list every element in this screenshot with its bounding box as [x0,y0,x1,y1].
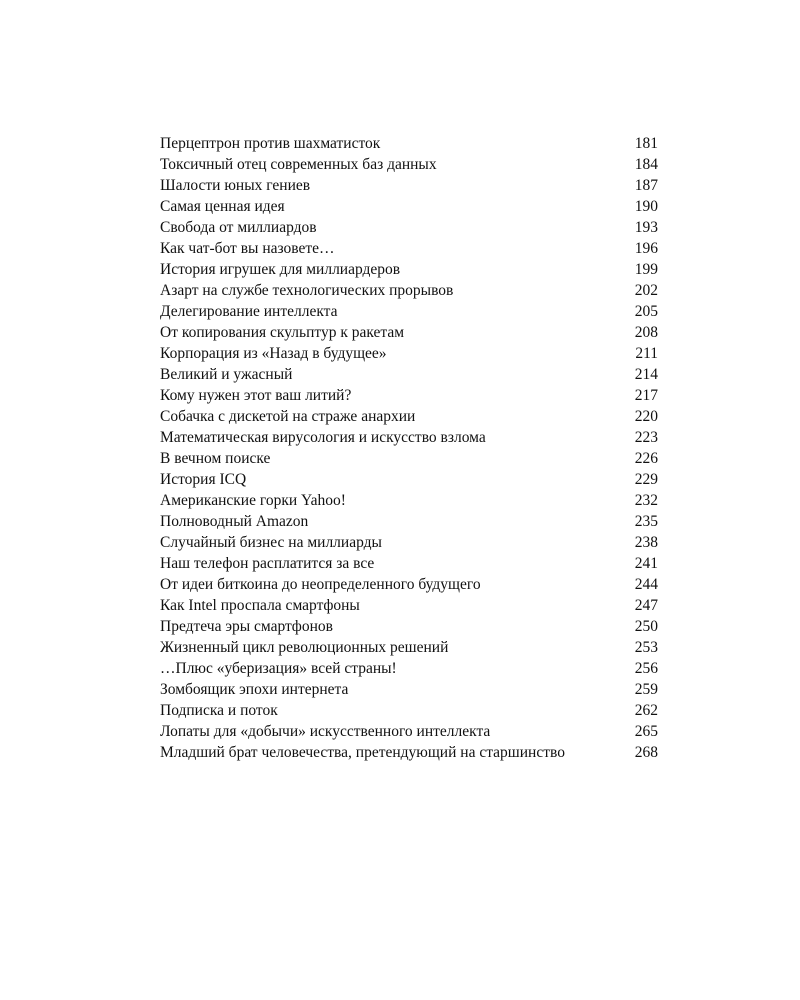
toc-entry-page-number: 181 [634,135,658,152]
table-of-contents [160,133,658,763]
toc-entry [160,217,658,238]
toc-entry [160,364,658,385]
toc-entry-title: Подписка и поток [160,702,278,719]
toc-entry-page-number: 199 [634,261,658,278]
toc-entry-page-number: 232 [634,492,658,509]
toc-entry-title: Зомбоящик эпохи интернета [160,681,349,698]
toc-entry-page-number: 202 [634,282,658,299]
toc-entry [160,490,658,511]
toc-entry-title: От идеи биткоина до неопределенного будущего [160,576,481,593]
toc-entry-page-number: 214 [634,366,658,383]
toc-entry-title: История ICQ [160,471,247,488]
toc-entry-title: Младший брат человечества, претендующий на старшинство [160,744,565,761]
toc-entry-title: Предтеча эры смартфонов [160,618,333,635]
toc-entry [160,637,658,658]
toc-entry [160,154,658,175]
toc-entry-page-number: 196 [634,240,658,257]
toc-entry [160,322,658,343]
toc-entry [160,700,658,721]
toc-entry [160,742,658,763]
toc-entry-page-number: 265 [634,723,658,740]
toc-entry-title: Лопаты для «добычи» искусственного интеллекта [160,723,491,740]
toc-entry [160,511,658,532]
toc-entry [160,175,658,196]
toc-entry-page-number: 238 [634,534,658,551]
toc-entry [160,595,658,616]
toc-entry [160,679,658,700]
toc-entry-page-number: 268 [634,744,658,761]
toc-entry-page-number: 235 [634,513,658,530]
toc-entry-page-number: 208 [634,324,658,341]
toc-entry-page-number: 217 [634,387,658,404]
toc-entry [160,658,658,679]
toc-entry [160,553,658,574]
toc-entry-page-number: 229 [634,471,658,488]
toc-entry-title: Шалости юных гениев [160,177,311,194]
toc-entry [160,406,658,427]
toc-entry [160,448,658,469]
toc-entry-page-number: 184 [634,156,658,173]
toc-entry [160,280,658,301]
toc-entry-title: Кому нужен этот ваш литий? [160,387,352,404]
toc-entry-title: Свобода от миллиардов [160,219,317,236]
toc-entry-title: Математическая вирусология и искусство взлома [160,429,486,446]
toc-entry-page-number: 187 [634,177,658,194]
toc-entry-title: Как Intel проспала смартфоны [160,597,360,614]
toc-entry [160,133,658,154]
toc-entry-title: В вечном поиске [160,450,271,467]
toc-entry-title: Жизненный цикл революционных решений [160,639,449,656]
toc-entry-title: Случайный бизнес на миллиарды [160,534,382,551]
toc-entry-page-number: 211 [635,345,658,362]
toc-entry-page-number: 244 [634,576,658,593]
toc-entry-page-number: 220 [634,408,658,425]
toc-entry-title: …Плюс «уберизация» всей страны! [160,660,397,677]
toc-entry [160,238,658,259]
toc-entry-page-number: 193 [634,219,658,236]
toc-entry-title: Великий и ужасный [160,366,293,383]
toc-entry-page-number: 205 [634,303,658,320]
toc-entry-title: Токсичный отец современных баз данных [160,156,437,173]
toc-entry-page-number: 256 [634,660,658,677]
toc-entry-page-number: 223 [634,429,658,446]
toc-entry [160,427,658,448]
toc-entry-title: Как чат-бот вы назовете… [160,240,335,257]
toc-entry [160,721,658,742]
toc-entry-title: Наш телефон расплатится за все [160,555,375,572]
toc-entry-page-number: 259 [634,681,658,698]
toc-entry-title: Американские горки Yahoo! [160,492,346,509]
toc-entry-title: Корпорация из «Назад в будущее» [160,345,387,362]
toc-entry-title: Делегирование интеллекта [160,303,338,320]
toc-entry-page-number: 190 [634,198,658,215]
toc-entry-title: Перцептрон против шахматисток [160,135,381,152]
toc-entry-title: Азарт на службе технологических прорывов [160,282,454,299]
toc-entry-page-number: 226 [634,450,658,467]
toc-entry [160,385,658,406]
toc-entry-page-number: 262 [634,702,658,719]
toc-entry-title: Самая ценная идея [160,198,285,215]
toc-entry-page-number: 241 [634,555,658,572]
toc-entry [160,259,658,280]
toc-entry-title: От копирования скульптур к ракетам [160,324,405,341]
toc-entry [160,616,658,637]
toc-entry [160,196,658,217]
toc-entry-title: История игрушек для миллиардеров [160,261,401,278]
toc-entry [160,574,658,595]
toc-entry-page-number: 253 [634,639,658,656]
toc-entry-page-number: 247 [634,597,658,614]
toc-entry [160,343,658,364]
toc-entry [160,532,658,553]
toc-entry-title: Полноводный Amazon [160,513,309,530]
toc-entry-page-number: 250 [634,618,658,635]
toc-entry [160,469,658,490]
toc-entry-title: Собачка с дискетой на страже анархии [160,408,416,425]
toc-entry [160,301,658,322]
